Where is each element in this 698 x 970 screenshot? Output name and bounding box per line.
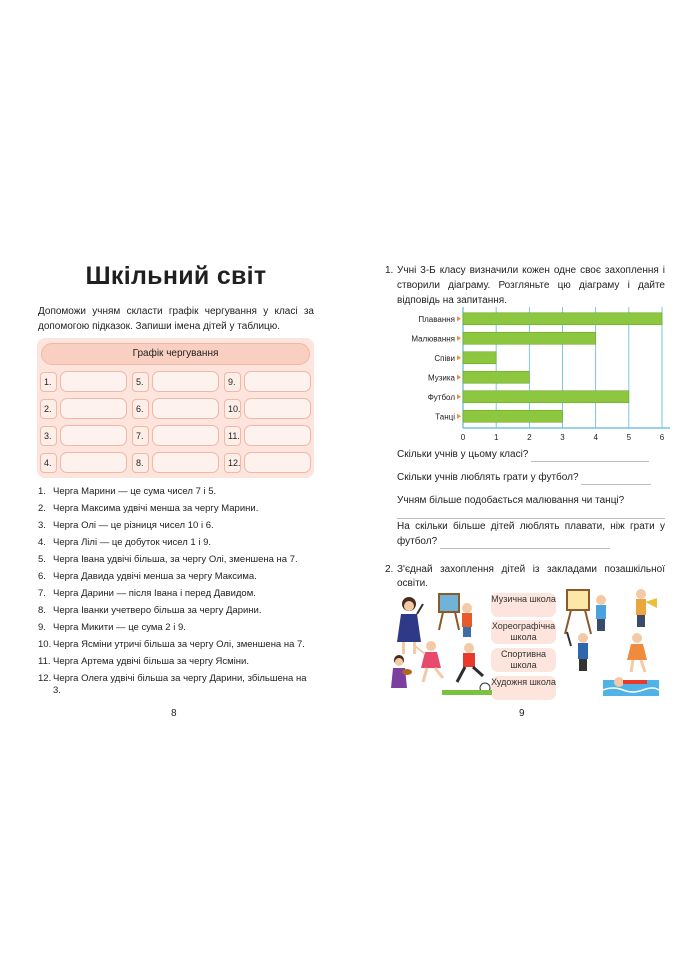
schedule-cell-input[interactable]: [60, 371, 127, 392]
schedule-cell-number: 1.: [40, 372, 57, 392]
x-tick-label: 5: [626, 433, 632, 442]
category-marker: [457, 336, 461, 341]
chart-bar: [463, 371, 529, 383]
chart-bar: [463, 352, 496, 364]
clue-number: 12.: [38, 673, 52, 684]
clue-item: [38, 656, 316, 668]
category-label: Музика: [427, 373, 455, 383]
hobbies-bar-chart: [379, 305, 679, 445]
guitarist-boy-icon: [567, 632, 588, 671]
clue-number: 3.: [38, 520, 46, 531]
schedule-cell-input[interactable]: [244, 425, 311, 446]
chart-bar: [463, 332, 596, 344]
page-title: Шкільний світ: [85, 262, 267, 290]
clue-text: Черга Олега удвічі більша за чергу Дарини, збільшена на 3.: [53, 673, 307, 696]
task-1: [385, 263, 665, 308]
clue-text: Черга Максима удвічі менша за чергу Марини.: [53, 503, 259, 514]
clue-item: [38, 639, 316, 651]
school-art[interactable]: Художня школа: [491, 676, 556, 700]
clue-number: 6.: [38, 571, 46, 582]
clue-number: 11.: [38, 656, 51, 667]
category-label: Малювання: [411, 334, 455, 344]
task-1-text: Учні 3-Б класу визначили кожен одне своє захоплення і створили діаграму. Розгляньте цю діаграму і дайте відповідь на запитання.: [397, 265, 665, 306]
category-marker: [457, 316, 461, 321]
schedule-cell-number: 5.: [132, 372, 149, 392]
sub-question-1-text: Скільки учнів у цьому класі?: [397, 449, 529, 460]
category-marker: [457, 355, 461, 360]
task-1-number: 1.: [385, 265, 394, 276]
schedule-cell-number: 9.: [224, 372, 241, 392]
schedule-cell-number: 2.: [40, 399, 57, 419]
clue-item: [38, 486, 316, 498]
school-sports[interactable]: Спортивна школа: [491, 648, 556, 672]
clue-number: 5.: [38, 554, 46, 565]
clue-text: Черга Ясміни утричі більша за чергу Олі, зменшена на 7.: [53, 639, 305, 650]
schedule-cell-input[interactable]: [244, 398, 311, 419]
sub-question-3-text: Учням більше подобається малювання чи танці?: [397, 495, 625, 506]
intro-text: Допоможи учням скласти графік чергування у класі за допомогою підказок. Запиши імена дітей у таблицю.: [38, 306, 314, 332]
x-tick-label: 6: [659, 433, 665, 442]
children-illustration-left: [387, 590, 497, 700]
answer-line-2[interactable]: [581, 474, 651, 485]
x-tick-label: 3: [560, 433, 565, 442]
clue-number: 8.: [38, 605, 46, 616]
children-illustration-right: [561, 586, 661, 700]
football-boy-icon: [442, 643, 492, 695]
schedule-cell-input[interactable]: [152, 452, 219, 473]
violinist-girl-icon: [391, 655, 412, 688]
clue-number: 10.: [38, 639, 52, 650]
clue-number: 7.: [38, 588, 46, 599]
task-2-text: З'єднай захоплення дітей із закладами позашкільної освіти.: [397, 564, 665, 589]
sub-question-2-text: Скільки учнів люблять грати у футбол?: [397, 472, 579, 483]
task-2-number: 2.: [385, 564, 394, 575]
clue-number: 1.: [38, 486, 46, 497]
schedule-cell-input[interactable]: [152, 425, 219, 446]
schedule-cell-number: 10.: [224, 399, 241, 419]
schedule-cell-input[interactable]: [244, 452, 311, 473]
clue-text: Черга Микити — це сума 2 і 9.: [53, 622, 186, 633]
clue-text: Черга Олі — це різниця чисел 10 і 6.: [53, 520, 214, 531]
clue-text: Черга Іванки учетверо більша за чергу Дарини.: [53, 605, 262, 616]
clue-text: Черга Дарини — після Івана і перед Давидом.: [53, 588, 256, 599]
schedule-cell-number: 11.: [224, 426, 241, 446]
schedule-cell-number: 8.: [132, 453, 149, 473]
chart-bar: [463, 313, 662, 325]
clues-list: [38, 486, 316, 702]
schedule-cell-input[interactable]: [244, 371, 311, 392]
swimmer-icon: [603, 677, 659, 696]
sub-question-3: [397, 493, 665, 508]
category-marker: [457, 375, 461, 380]
clue-number: 4.: [38, 537, 46, 548]
sub-question-4-text: На скільки більше дітей люблять плавати, ніж грати у футбол?: [397, 521, 665, 547]
duty-schedule-table: [37, 338, 314, 478]
clue-item: [38, 520, 316, 532]
schedule-cell-input[interactable]: [60, 425, 127, 446]
easel-icon: [565, 590, 591, 634]
clue-item: [38, 554, 316, 566]
singer-girl-icon: [397, 597, 423, 654]
chart-bar: [463, 391, 629, 403]
school-music[interactable]: Музична школа: [491, 593, 556, 617]
category-label: Співи: [434, 353, 455, 363]
category-label: Танці: [435, 412, 455, 422]
chart-bar: [463, 410, 563, 422]
boy-icon: [596, 595, 606, 631]
clue-number: 9.: [38, 622, 46, 633]
x-tick-label: 1: [493, 433, 499, 442]
category-label: Плавання: [418, 314, 455, 324]
sub-question-4: [397, 519, 665, 549]
sub-question-1: [397, 447, 665, 462]
school-choreography[interactable]: Хореографічна школа: [491, 621, 556, 642]
page-number-right: 9: [519, 708, 525, 719]
clue-item: [38, 537, 316, 549]
painter-boy-icon: [439, 594, 472, 637]
clue-text: Черга Артема удвічі більша за чергу Ясміни.: [53, 656, 249, 667]
clue-item: [38, 673, 316, 697]
clue-item: [38, 588, 316, 600]
schedule-title: Графік чергування: [41, 343, 310, 365]
answer-line-1[interactable]: [531, 451, 649, 462]
x-tick-label: 0: [460, 433, 466, 442]
clue-text: Черга Давида удвічі менша за чергу Максима.: [53, 571, 257, 582]
right-page: [349, 0, 698, 970]
category-marker: [457, 414, 461, 419]
sub-question-2: [397, 470, 665, 485]
clue-text: Черга Лілі — це добуток чисел 1 і 9.: [53, 537, 211, 548]
clue-text: Черга Марини — це сума чисел 7 і 5.: [53, 486, 217, 497]
schedule-cell-number: 3.: [40, 426, 57, 446]
trumpet-boy-icon: [636, 589, 657, 627]
x-tick-label: 4: [593, 433, 598, 442]
clue-item: [38, 571, 316, 583]
schedule-cell-input[interactable]: [152, 371, 219, 392]
category-marker: [457, 394, 461, 399]
clue-item: [38, 605, 316, 617]
schedule-cell-input[interactable]: [60, 452, 127, 473]
schedule-cell-number: 4.: [40, 453, 57, 473]
schedule-cell-number: 6.: [132, 399, 149, 419]
schedule-cell-number: 7.: [132, 426, 149, 446]
dancing-girl-icon: [627, 633, 647, 672]
category-label: Футбол: [427, 392, 455, 402]
schedule-cell-input[interactable]: [60, 398, 127, 419]
answer-line-3[interactable]: [397, 507, 665, 519]
schedule-cell-number: 12.: [224, 453, 241, 473]
clue-item: [38, 622, 316, 634]
answer-line-4[interactable]: [440, 538, 610, 549]
x-tick-label: 2: [527, 433, 532, 442]
clue-number: 2.: [38, 503, 46, 514]
dancer-girl-icon: [415, 641, 443, 682]
page-number-left: 8: [171, 708, 177, 719]
clue-text: Черга Івана удвічі більша, за чергу Олі, зменшена на 7.: [53, 554, 298, 565]
schedule-cell-input[interactable]: [152, 398, 219, 419]
clue-item: [38, 503, 316, 515]
